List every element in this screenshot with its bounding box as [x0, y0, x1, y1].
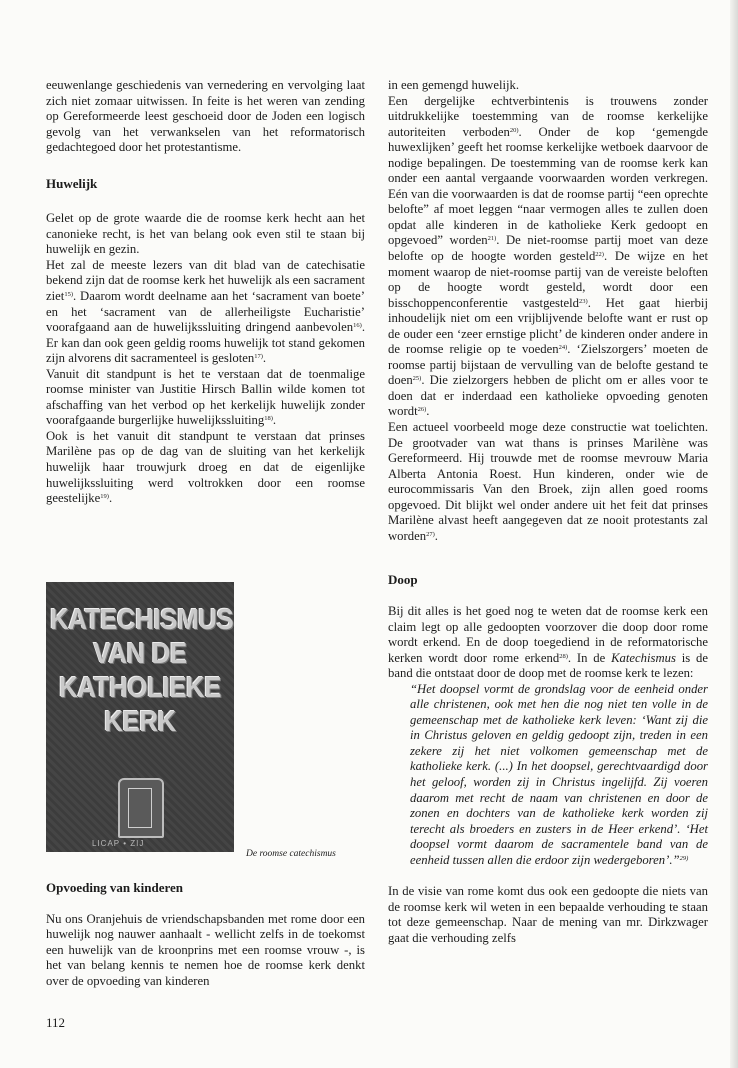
page-number: 112 — [46, 1015, 66, 1030]
paragraph: In de visie van rome komt dus ook een gedoopte die niets van de roomse kerk wil weten in een bepaalde verhouding te staan tot deze gemeenschap. Naar de mening van mr. Dirkzwager gaat die verhouding zelfs — [388, 884, 708, 945]
paragraph: Vanuit dit standpunt is het te verstaan dat de toenmalige roomse minister van Justitie Hirsch Ballin wilde komen tot afschaffing van het verbod op het kerkelijk huwelijk zonder voorafgaande burgerlijke huwelijkssluiting$^{18)}$. — [46, 366, 365, 428]
footnote-ref: 21) — [487, 235, 497, 243]
section-heading-huwelijk: Huwelijk — [46, 175, 98, 191]
catechism-cover-image — [46, 582, 234, 852]
paragraph: Gelet op de grote waarde die de roomse kerk hecht aan het canonieke recht, is het van belang ook even stil te staan bij huwelijk en gezin. — [46, 211, 365, 257]
figure-caption: De roomse catechismus — [246, 849, 336, 859]
footnote-ref: 23) — [579, 297, 588, 305]
right-column — [388, 78, 708, 946]
footnote-ref: 29) — [679, 854, 689, 862]
footnote-ref: 15) — [64, 291, 73, 299]
paragraph: eeuwenlange geschiedenis van vernedering en vervolging laat zich niet zomaar uitwissen. In feite is het weren van zending op Gereformeerde leest geschoeid door de Joden een logisch gevolg van het verwankselen van het reformatorisch gedachtegoed door het protestantisme. — [46, 78, 365, 155]
cover-title-line: VAN DE — [93, 636, 187, 670]
footnote-ref: 26) — [417, 406, 427, 414]
footnote-ref: 16) — [353, 322, 362, 330]
footnote-ref: 28) — [559, 652, 568, 660]
footnote-ref: 27) — [426, 530, 435, 538]
paragraph: Een dergelijke echtverbintenis is trouwens zonder uitdrukkelijke toestemming van de roomse kerkelijke autoriteiten verboden$^{20)}$. Onder de kop ‘gemengde huwexlijken’ geeft het roomse kerkelijke wetboek daarvoor de nodige bepalingen. De toestemming van de roomse kerk kan onder een aantal vergaande voorwaarden worden verkregen. Eén van die voorwaarden is dat de roomse partij “een oprechte belofte” af moet leggen “naar vermogen alles te zullen doen opdat alle kinderen in de katholieke Kerk gedoopt en opgevoed” worden$^{21)}$. De niet-roomse partij moet van deze belofte op de hoogte worden gesteld$^{22)}$. De wijze en het moment waarop de niet-roomse partij van de vereiste beloften op de hoogte wordt gesteld, wordt door een bisschoppenconferentie vastgesteld$^{23)}$. Het gaat hierbij inhoudelijk niet om een vrijblijvende belofte want er rust op de ouder een ‘zeer ernstige plicht’ de kinderen onder andere in de roomse religie op te voeden$^{24)}$. ‘Zielszorgers’ moeten de roomse partij bijstaan de vervulling van de belofte gestand te doen$^{25)}$. Die zielzorgers hebben de plicht om er alles voor te doen dat er inderdaad een katholieke opvoeding genoten wordt$^{26)}$. — [388, 93, 709, 419]
paragraph: Ook is het vanuit dit standpunt te verstaan dat prinses Marilène pas op de dag van de sluiting van het kerkelijk huwelijk haar trouwjurk droeg en dat de eigenlijke huwelijkssluiting werd voltrokken door een roomse geestelijke$^{19)}$. — [46, 428, 365, 506]
page-edge-shadow — [730, 0, 738, 1068]
paragraph: in een gemengd huwelijk. — [388, 78, 520, 92]
paragraph: Nu ons Oranjehuis de vriendschapsbanden met rome door een huwelijk nog nauwer aanhaalt - wellicht zelfs in de toekomst een huwelijk van de kroonprins met een roomse vrouw -, is het van belang kennis te nemen hoe de roomse kerk denkt over de opvoeding van kinderen — [46, 911, 365, 988]
catechism-quote: “Het doopsel vormt de grondslag voor de eenheid onder alle christenen, ook met hen die nog niet ten volle in de gemeenschap met de katholieke kerk leven: ‘Want zij die in Christus geloven en geldig gedoopt zijn, treden in een zekere zij het niet volkomen gemeenschap met de katholieke kerk. (...) In het doopsel, gerechtvaardigd door het geloof, worden zij in Christus ingelijfd. Zij voeren daarom met recht de naam van christenen en door de zonen en dochters van de katholieke kerk worden zij terecht als broeders en zusters in de Heer erkend’. ‘Het doopsel vormt daarom de sacramentele band van de eenheid tussen allen die erdoor zijn wedergeboren’.”$^{29)}$ — [410, 681, 708, 867]
footnote-ref: 22) — [595, 251, 604, 259]
footnote-ref: 17) — [254, 353, 263, 361]
left-column — [46, 78, 365, 507]
paragraph: Bij dit alles is het goed nog te weten dat de roomse kerk een claim legt op alle gedoopten voorzover die doop door rome wordt erkend. En de doop toegediend in de reformatorische kerken wordt door rome erkend$^{28)}$. In de Katechismus is de band die ontstaat door de doop met de roomse kerk te lezen: — [388, 603, 709, 681]
cover-title-line: KATHOLIEKE — [58, 670, 222, 704]
cover-title-line: KATECHISMUS — [50, 602, 234, 636]
paragraph: Het zal de meeste lezers van dit blad van de catechisatie bekend zijn dat de roomse kerk het huwelijk als een sacrament ziet$^{15)}$. Daarom wordt deelname aan het ‘sacrament van boete’ en het ‘sacrament van de allerheiligste Eucharistie’ voorafgaand aan de huwelijkssluiting dringend aanbevolen$^{16)}$. Er kan dan ook geen geldig rooms huwelijk tot stand gekomen zijn alvorens dit sacramenteel is gesloten$^{17)}$. — [46, 257, 365, 366]
cover-title-line: KERK — [104, 704, 176, 738]
paragraph: Een actueel voorbeeld moge deze constructie wat toelichten. De grootvader van wat thans is prinses Marilène was Gereformeerd. Hij trouwde met de roomse mevrouw Maria Alberta Antonia Roest. Hun kinderen, onder wie de eurocommissaris Van den Broek, zijn allen goed rooms opgevoed. Dit blijkt wel onder andere uit het feit dat prinses Marilène alvast heeft aangegeven dat ze nooit protestants zal worden$^{27)}$. — [388, 420, 708, 543]
footnote-ref: 18) — [264, 415, 273, 423]
left-column-bottom — [46, 880, 365, 989]
section-heading-opvoeding: Opvoeding van kinderen — [46, 880, 184, 895]
footnote-ref: 19) — [100, 493, 109, 501]
footnote-ref: 25) — [412, 375, 422, 383]
footnote-ref: 24) — [558, 344, 568, 352]
footnote-ref: 20) — [509, 126, 519, 134]
emblem-icon — [118, 778, 164, 838]
section-heading-doop: Doop — [388, 572, 418, 588]
publisher-mark: LICAP • ZIJ — [92, 839, 145, 848]
